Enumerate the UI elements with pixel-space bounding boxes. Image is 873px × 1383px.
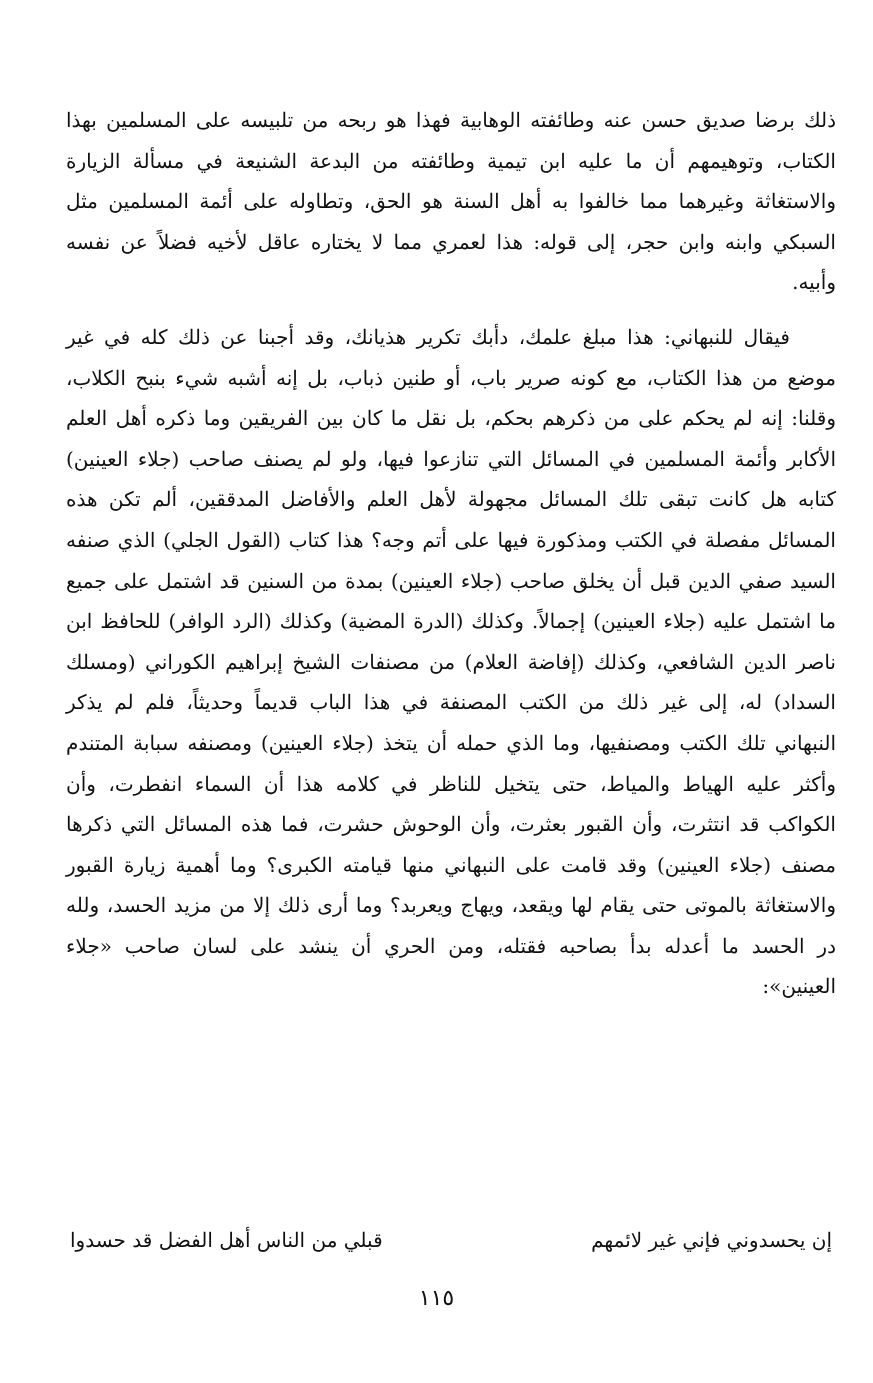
- poetry-verse: [66, 1218, 836, 1262]
- paragraph-2: فيقال للنبهاني: هذا مبلغ علمك، دأبك تكرير هذيانك، وقد أجبنا عن ذلك كله في غير موضع من هذا الكتاب، مع كونه صرير باب، أو طنين ذباب، بل إنه أشبه شيء بنبح الكلاب، وقلنا: إنه لم يحكم على من ذكرهم بحكم، بل نقل ما كان بين الفريقين وما ذكره أهل العلم الأكابر وأئمة المسلمين في المسائل التي تنازعوا فيها، ولو لم يصنف صاحب (جلاء العينين) كتابه هل كانت تبقى تلك المسائل مجهولة لأهل العلم والأفاضل المدققين، ألم تكن هذه المسائل مفصلة في الكتب ومذكورة فيها على أتم وجه؟ هذا كتاب (القول الجلي) الذي صنفه السيد صفي الدين قبل أن يخلق صاحب (جلاء العينين) بمدة من السنين قد اشتمل على جميع ما اشتمل عليه (جلاء العينين) إجمالاً. وكذلك (الدرة المضية) وكذلك (الرد الوافر) للحافظ ابن ناصر الدين الشافعي، وكذلك (إفاضة العلام) من مصنفات الشيخ إبراهيم الكوراني (ومسلك السداد) له، إلى غير ذلك من الكتب المصنفة في هذا الباب قديماً وحديثاً، فلم لم يذكر النبهاني تلك الكتب ومصنفيها، وما الذي حمله أن يتخذ (جلاء العينين) ومصنفه سبابة المتندم وأكثر عليه الهياط والمياط، حتى يتخيل للناظر في كلامه هذا أن السماء انفطرت، وأن الكواكب قد انتثرت، وأن القبور بعثرت، وأن الوحوش حشرت، فما هذه المسائل التي ذكرها مصنف (جلاء العينين) وقد قامت على النبهاني منها قيامته الكبرى؟ وما أهمية زيارة القبور والاستغاثة بالموتى حتى يقام لها ويقعد، ويهاج ويعربد؟ وما أرى ذلك إلا من مزيد الحسد، ولله در الحسد ما أعدله بدأ بصاحبه فقتله، ومن الحري أن ينشد على لسان صاحب «جلاء العينين»:: [66, 324, 837, 999]
- paragraph-1: ذلك برضا صديق حسن عنه وطائفته الوهابية فهذا هو ربحه من تلبيسه على المسلمين بهذا الكتاب، وتوهيمهم أن ما عليه ابن تيمية وطائفته من البدعة الشنيعة في مسألة الزيارة والاستغاثة وغيرهما مما خالفوا به أهل السنة هو الحق، وتطاوله على أئمة المسلمين مثل السبكي وابنه وابن حجر، إلى قوله: هذا لعمري مما لا يختاره عاقل لأخيه فضلاً عن نفسه وأبيه.: [66, 108, 836, 295]
- verse-second-hemistich: قبلي من الناس أهل الفضل قد حسدوا: [70, 1228, 383, 1252]
- page-body: [66, 100, 836, 1007]
- verse-first-hemistich: إن يحسدوني فإني غير لائمهم: [591, 1228, 832, 1252]
- page-number: ١١٥: [418, 1286, 455, 1311]
